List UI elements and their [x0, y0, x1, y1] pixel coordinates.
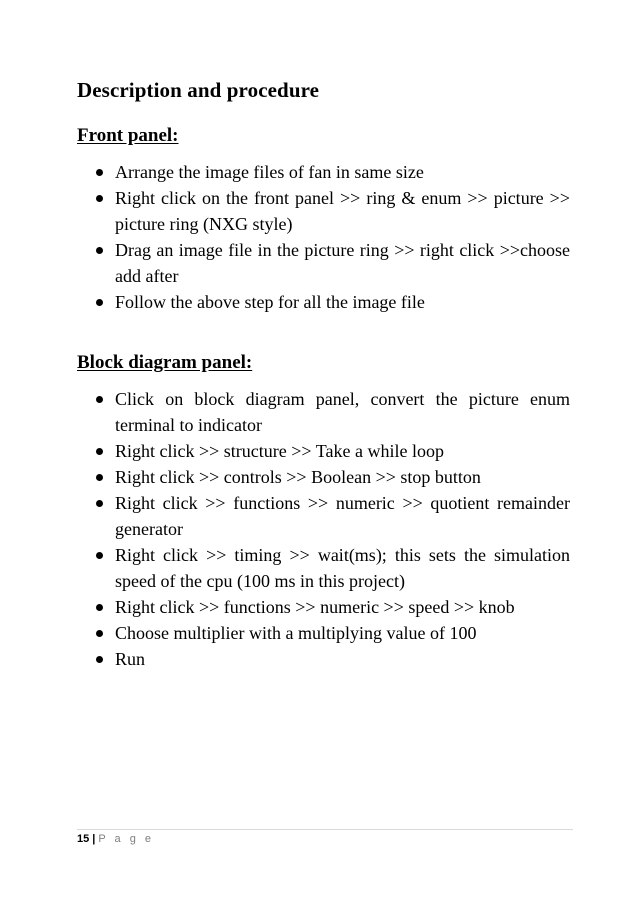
list-item: Right click >> structure >> Take a while loop	[0, 438, 570, 464]
block-diagram-list	[0, 386, 570, 672]
page-number: 15	[77, 833, 90, 845]
bullet-icon	[96, 195, 103, 202]
page-label: P a g e	[98, 833, 154, 845]
bullet-icon	[96, 299, 103, 306]
bullet-icon	[96, 656, 103, 663]
list-item: Arrange the image files of fan in same size	[0, 159, 570, 185]
bullet-icon	[96, 552, 103, 559]
list-item: Follow the above step for all the image file	[0, 289, 570, 315]
front-panel-list	[0, 159, 570, 315]
page-title: Description and procedure	[77, 78, 320, 102]
list-item: Right click >> functions >> numeric >> quotient remainder generator	[0, 490, 570, 542]
block-diagram-heading: Block diagram panel:	[77, 352, 253, 373]
bullet-icon	[96, 448, 103, 455]
list-item: Choose multiplier with a multiplying value of 100	[0, 620, 570, 646]
bullet-icon	[96, 604, 103, 611]
list-item: Right click >> controls >> Boolean >> stop button	[0, 464, 570, 490]
bullet-icon	[96, 630, 103, 637]
bullet-icon	[96, 169, 103, 176]
list-item: Right click >> timing >> wait(ms); this sets the simulation speed of the cpu (100 ms in this project)	[0, 542, 570, 594]
bullet-icon	[96, 247, 103, 254]
list-item: Right click on the front panel >> ring & enum >> picture >> picture ring (NXG style)	[0, 185, 570, 237]
bullet-icon	[96, 396, 103, 403]
list-item: Run	[0, 646, 570, 672]
footer-separator: |	[92, 833, 96, 845]
bullet-icon	[96, 500, 103, 507]
list-item: Right click >> functions >> numeric >> speed >> knob	[0, 594, 570, 620]
footer-divider	[77, 829, 573, 830]
list-item: Drag an image file in the picture ring >> right click >>choose add after	[0, 237, 570, 289]
bullet-icon	[96, 474, 103, 481]
front-panel-heading: Front panel:	[77, 125, 179, 146]
list-item: Click on block diagram panel, convert the picture enum terminal to indicator	[0, 386, 570, 438]
page-footer	[77, 833, 154, 845]
